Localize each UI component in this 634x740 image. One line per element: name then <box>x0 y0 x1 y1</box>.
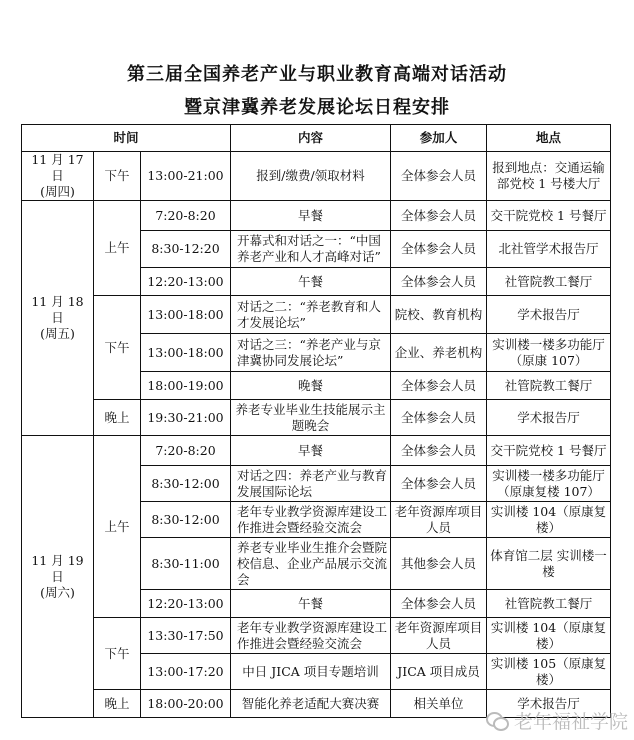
location-cell: 学术报告厅 <box>487 400 611 436</box>
location-cell: 学术报告厅 <box>487 296 611 334</box>
date-cell: 11 月 17 日 (周四) <box>22 152 94 201</box>
time-cell: 13:00-18:00 <box>141 334 231 372</box>
time-cell: 8:30-12:20 <box>141 231 231 268</box>
participants-cell: 全体参会人员 <box>391 400 487 436</box>
location-cell: 学术报告厅 <box>487 690 611 718</box>
time-cell: 7:20-8:20 <box>141 201 231 231</box>
location-cell: 北社管学术报告厅 <box>487 231 611 268</box>
header-row <box>22 125 611 152</box>
participants-cell: 全体参会人员 <box>391 590 487 618</box>
header-location: 地点 <box>487 125 611 152</box>
content-cell: 老年专业教学资源库建设工作推进会暨经验交流会 <box>231 502 391 538</box>
time-cell: 13:00-21:00 <box>141 152 231 201</box>
table-row <box>22 400 611 436</box>
participants-cell: 全体参会人员 <box>391 372 487 400</box>
participants-cell: 全体参会人员 <box>391 436 487 466</box>
header-content: 内容 <box>231 125 391 152</box>
table-row <box>22 201 611 231</box>
period-cell: 下午 <box>94 152 141 201</box>
location-cell: 实训楼一楼多功能厅（原康 107） <box>487 334 611 372</box>
content-cell: 午餐 <box>231 590 391 618</box>
period-cell: 晚上 <box>94 400 141 436</box>
participants-cell: 老年资源库项目人员 <box>391 502 487 538</box>
time-cell: 18:00-19:00 <box>141 372 231 400</box>
table-row <box>22 152 611 201</box>
time-cell: 13:00-18:00 <box>141 296 231 334</box>
time-cell: 13:30-17:50 <box>141 618 231 654</box>
content-cell: 养老专业毕业生技能展示主题晚会 <box>231 400 391 436</box>
content-cell: 对话之三：“养老产业与京津冀协同发展论坛” <box>231 334 391 372</box>
location-cell: 社管院教工餐厅 <box>487 268 611 296</box>
participants-cell: 全体参会人员 <box>391 152 487 201</box>
period-cell: 下午 <box>94 296 141 400</box>
time-cell: 8:30-11:00 <box>141 538 231 590</box>
participants-cell: 老年资源库项目人员 <box>391 618 487 654</box>
header-time: 时间 <box>22 125 231 152</box>
content-cell: 早餐 <box>231 201 391 231</box>
participants-cell: 全体参会人员 <box>391 231 487 268</box>
participants-cell: 相关单位 <box>391 690 487 718</box>
period-cell: 晚上 <box>94 690 141 718</box>
content-cell: 早餐 <box>231 436 391 466</box>
location-cell: 实训楼 105（原康复楼） <box>487 654 611 690</box>
location-cell: 实训楼 104（原康复楼） <box>487 502 611 538</box>
participants-cell: 全体参会人员 <box>391 466 487 502</box>
page-title: 第三届全国养老产业与职业教育高端对话活动 <box>127 64 507 85</box>
watermark <box>486 707 628 734</box>
content-cell: 老年专业教学资源库建设工作推进会暨经验交流会 <box>231 618 391 654</box>
time-cell: 7:20-8:20 <box>141 436 231 466</box>
wechat-icon <box>486 712 508 730</box>
table-row <box>22 296 611 334</box>
participants-cell: 全体参会人员 <box>391 201 487 231</box>
location-cell: 实训楼 104（原康复楼） <box>487 618 611 654</box>
page-subtitle: 暨京津冀养老发展论坛日程安排 <box>184 97 450 118</box>
time-cell: 13:00-17:20 <box>141 654 231 690</box>
content-cell: 中日 JICA 项目专题培训 <box>231 654 391 690</box>
period-cell: 上午 <box>94 436 141 618</box>
content-cell: 智能化养老适配大赛决赛 <box>231 690 391 718</box>
time-cell: 8:30-12:00 <box>141 466 231 502</box>
location-cell: 社管院教工餐厅 <box>487 372 611 400</box>
participants-cell: 其他参会人员 <box>391 538 487 590</box>
period-cell: 下午 <box>94 618 141 690</box>
content-cell: 午餐 <box>231 268 391 296</box>
date-cell: 11 月 18 日 (周五) <box>22 201 94 436</box>
location-cell: 交干院党校 1 号餐厅 <box>487 201 611 231</box>
content-cell: 开幕式和对话之一：“中国养老产业和人才高峰对话” <box>231 231 391 268</box>
location-cell: 交干院党校 1 号餐厅 <box>487 436 611 466</box>
table-row <box>22 436 611 466</box>
time-cell: 18:00-20:00 <box>141 690 231 718</box>
location-cell: 报到地点：交通运输部党校 1 号楼大厅 <box>487 152 611 201</box>
period-cell: 上午 <box>94 201 141 296</box>
time-cell: 19:30-21:00 <box>141 400 231 436</box>
location-cell: 社管院教工餐厅 <box>487 590 611 618</box>
watermark-text: 老年福祉学院 <box>513 711 628 733</box>
schedule-table <box>21 124 611 718</box>
content-cell: 报到/缴费/领取材料 <box>231 152 391 201</box>
time-cell: 12:20-13:00 <box>141 268 231 296</box>
time-cell: 8:30-12:00 <box>141 502 231 538</box>
participants-cell: 企业、养老机构 <box>391 334 487 372</box>
time-cell: 12:20-13:00 <box>141 590 231 618</box>
participants-cell: 院校、教育机构 <box>391 296 487 334</box>
location-cell: 实训楼一楼多功能厅（原康复楼 107） <box>487 466 611 502</box>
content-cell: 对话之四：养老产业与教育发展国际论坛 <box>231 466 391 502</box>
content-cell: 对话之二：“养老教育和人才发展论坛” <box>231 296 391 334</box>
date-cell: 11 月 19 日 (周六) <box>22 436 94 718</box>
content-cell: 养老专业毕业生推介会暨院校信息、企业产品展示交流会 <box>231 538 391 590</box>
content-cell: 晚餐 <box>231 372 391 400</box>
participants-cell: 全体参会人员 <box>391 268 487 296</box>
participants-cell: JICA 项目成员 <box>391 654 487 690</box>
table-row <box>22 618 611 654</box>
header-participants: 参加人 <box>391 125 487 152</box>
location-cell: 体育馆二层 实训楼一楼 <box>487 538 611 590</box>
